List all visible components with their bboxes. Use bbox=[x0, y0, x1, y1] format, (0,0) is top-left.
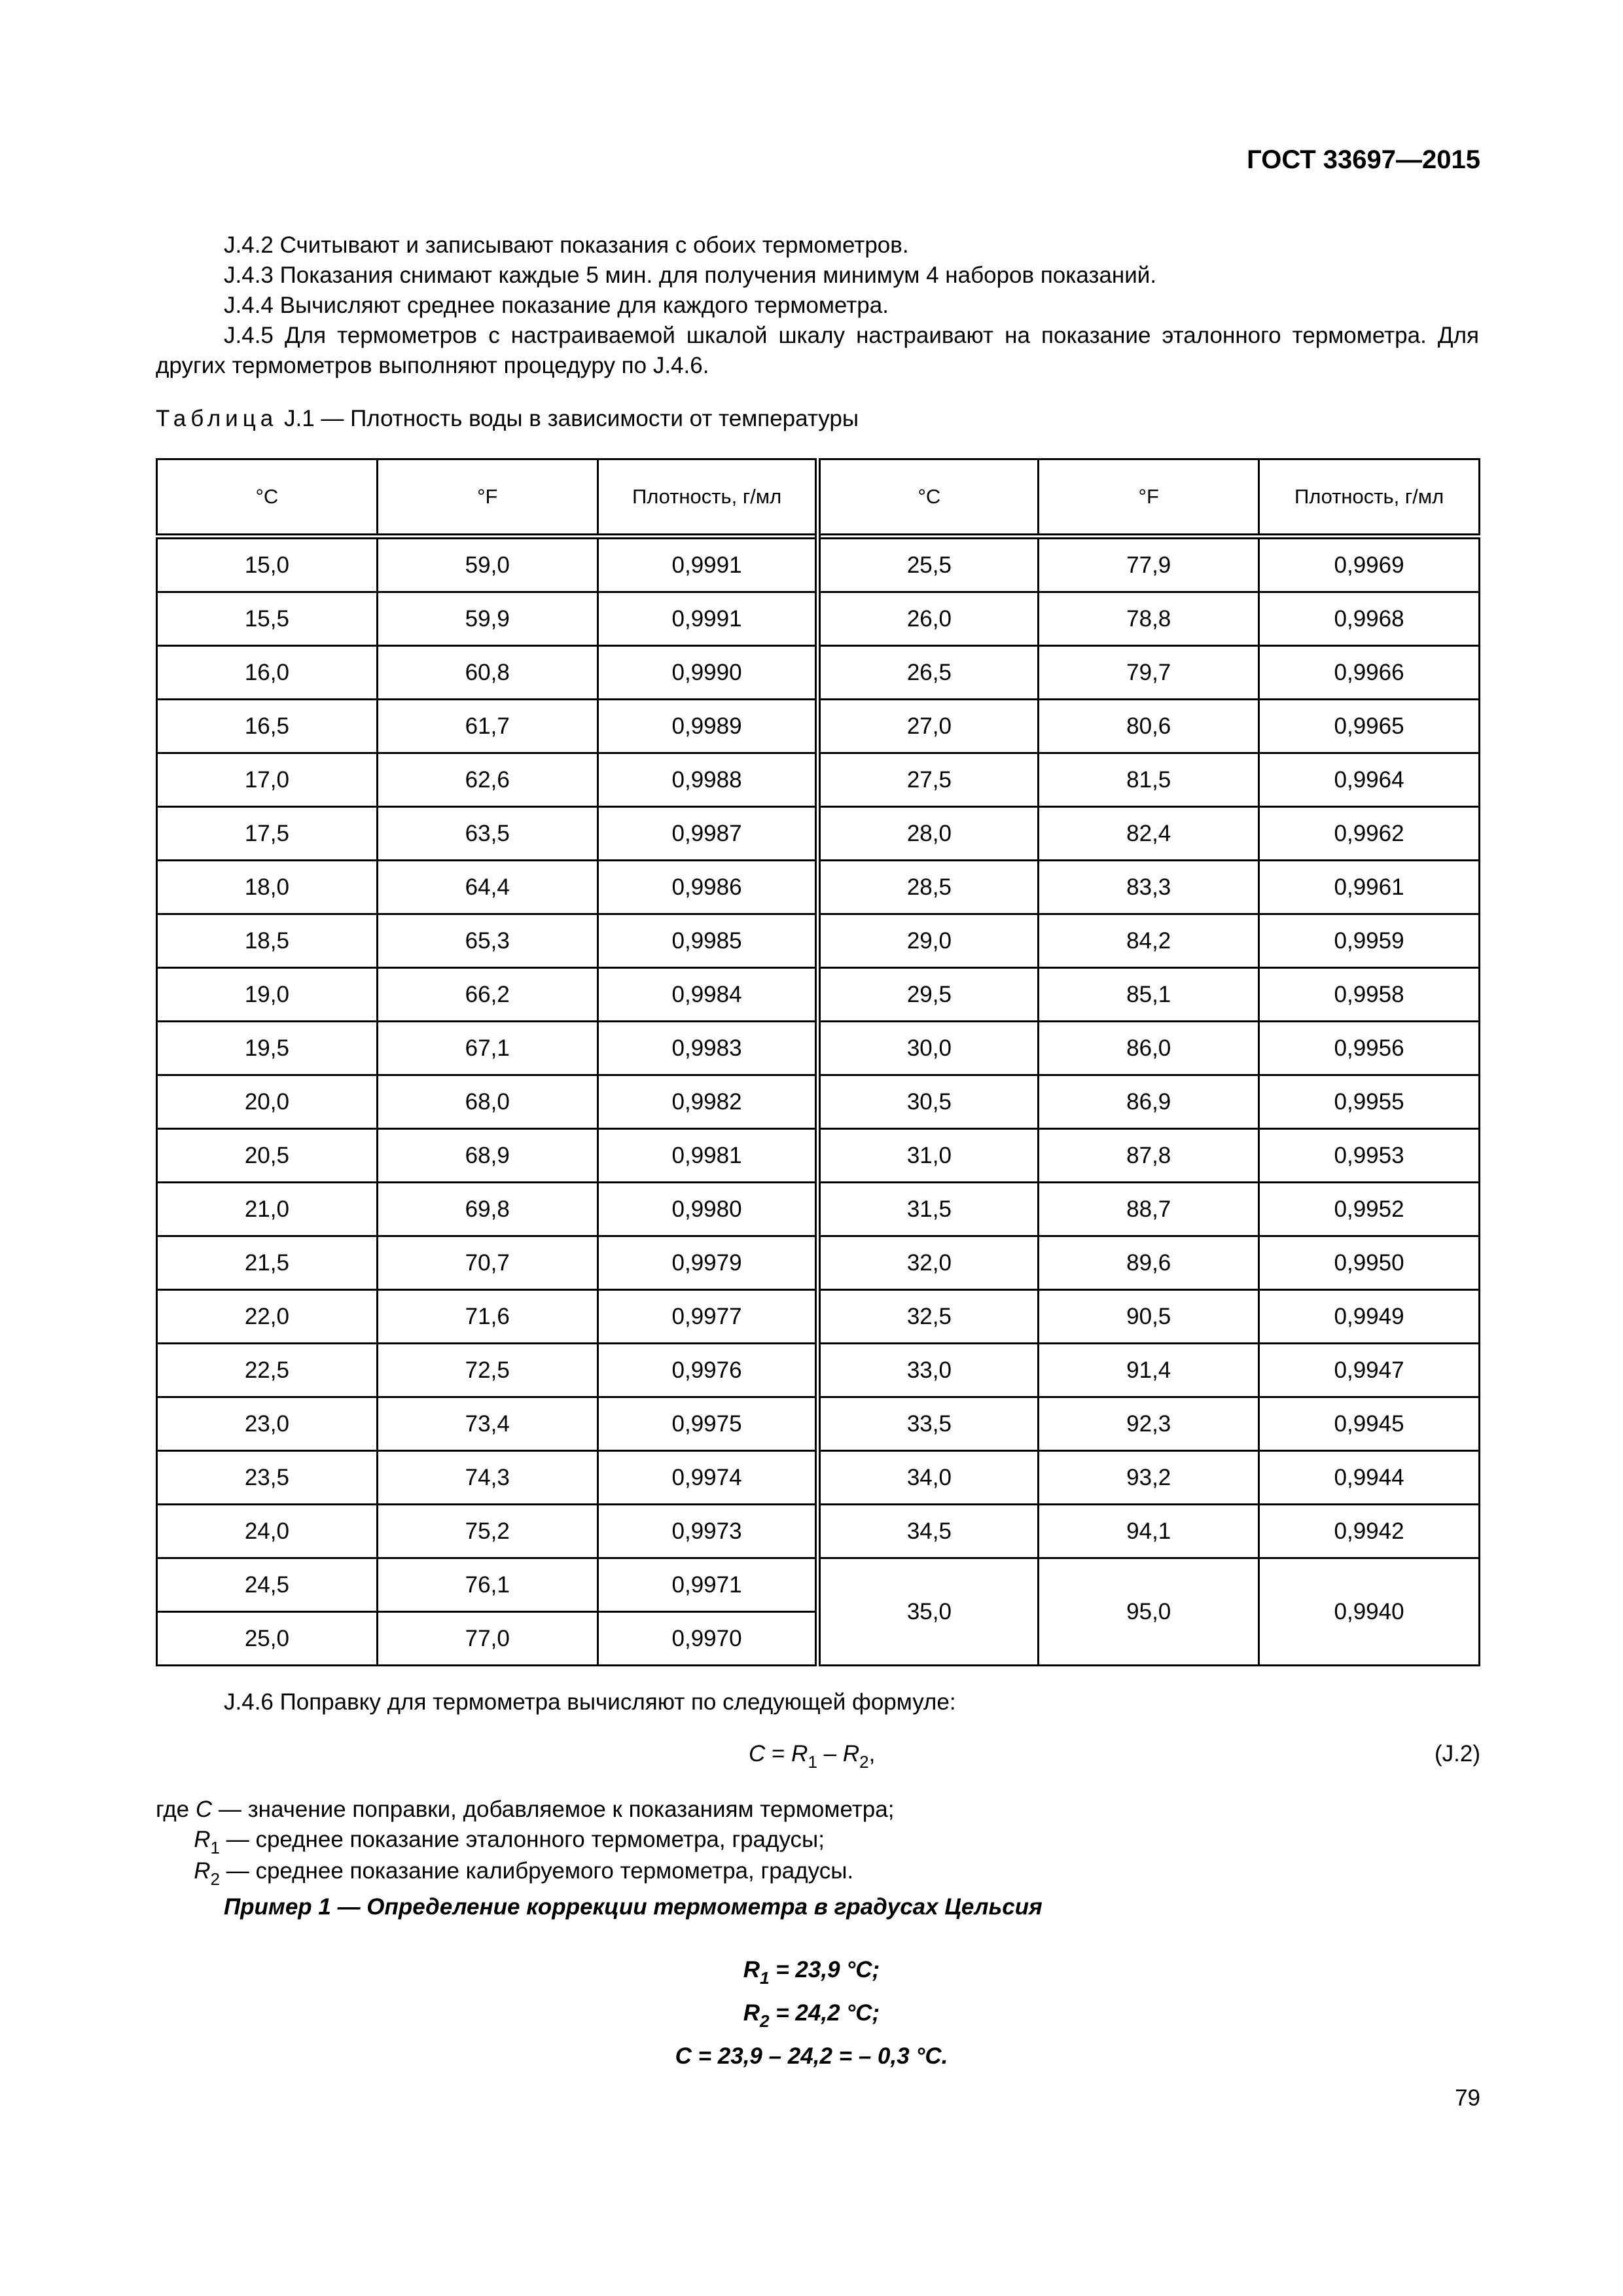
table-cell: 19,0 bbox=[157, 968, 378, 1022]
table-cell: 24,0 bbox=[157, 1505, 378, 1558]
table-cell: 81,5 bbox=[1039, 753, 1259, 807]
table-row bbox=[157, 807, 1480, 861]
table-row bbox=[157, 1075, 1480, 1129]
table-cell: 16,5 bbox=[157, 700, 378, 753]
table-cell: 27,5 bbox=[818, 753, 1039, 807]
table-cell: 88,7 bbox=[1039, 1183, 1259, 1236]
table-cell: 62,6 bbox=[377, 753, 597, 807]
table-row bbox=[157, 592, 1480, 646]
table-cell: 0,9976 bbox=[597, 1344, 818, 1397]
table-cell: 0,9991 bbox=[597, 592, 818, 646]
table-cell: 25,0 bbox=[157, 1612, 378, 1666]
table-cell: 0,9969 bbox=[1259, 537, 1480, 592]
table-cell: 20,5 bbox=[157, 1129, 378, 1183]
table-cell: 0,9962 bbox=[1259, 807, 1480, 861]
table-cell: 18,0 bbox=[157, 861, 378, 914]
table-row bbox=[157, 700, 1480, 753]
table-cell: 32,5 bbox=[818, 1290, 1039, 1344]
table-cell: 80,6 bbox=[1039, 700, 1259, 753]
table-cell: 25,5 bbox=[818, 537, 1039, 592]
table-cell: 29,0 bbox=[818, 914, 1039, 968]
table-cell: 0,9961 bbox=[1259, 861, 1480, 914]
table-cell: 31,0 bbox=[818, 1129, 1039, 1183]
table-row bbox=[157, 1451, 1480, 1505]
table-cell: 86,9 bbox=[1039, 1075, 1259, 1129]
table-cell: 35,0 bbox=[818, 1558, 1039, 1666]
table-cell: 89,6 bbox=[1039, 1236, 1259, 1290]
example-c: C = 23,9 – 24,2 = – 0,3 °C. bbox=[675, 2043, 948, 2069]
table-cell: 34,0 bbox=[818, 1451, 1039, 1505]
table-cell: 26,0 bbox=[818, 592, 1039, 646]
table-cell: 33,5 bbox=[818, 1397, 1039, 1451]
table-cell: 0,9958 bbox=[1259, 968, 1480, 1022]
table-cell: 0,9989 bbox=[597, 700, 818, 753]
table-cell: 78,8 bbox=[1039, 592, 1259, 646]
table-row bbox=[157, 1290, 1480, 1344]
table-row bbox=[157, 968, 1480, 1022]
header-density-right: Плотность, г/мл bbox=[1259, 459, 1480, 537]
table-cell: 73,4 bbox=[377, 1397, 597, 1451]
table-cell: 91,4 bbox=[1039, 1344, 1259, 1397]
header-fahrenheit-left: °F bbox=[377, 459, 597, 537]
header-density-left: Плотность, г/мл bbox=[597, 459, 818, 537]
table-cell: 64,4 bbox=[377, 861, 597, 914]
table-cell: 60,8 bbox=[377, 646, 597, 700]
where-r1: $R_1$ — среднее показание эталонного термометра, градусы; bbox=[194, 1827, 825, 1857]
where-c: где C — значение поправки, добавляемое к показаниям термометра; bbox=[156, 1797, 895, 1822]
water-density-table bbox=[156, 458, 1480, 1666]
table-row bbox=[157, 1183, 1480, 1236]
table-cell: 77,0 bbox=[377, 1612, 597, 1666]
table-cell: 0,9977 bbox=[597, 1290, 818, 1344]
table-row bbox=[157, 1129, 1480, 1183]
table-cell: 82,4 bbox=[1039, 807, 1259, 861]
example-r1: $R_1 = 23,9$ °C; bbox=[743, 1957, 880, 1988]
table-cell: 19,5 bbox=[157, 1022, 378, 1075]
table-row bbox=[157, 1344, 1480, 1397]
table-cell: 0,9986 bbox=[597, 861, 818, 914]
table-cell: 85,1 bbox=[1039, 968, 1259, 1022]
table-cell: 76,1 bbox=[377, 1558, 597, 1612]
table-row bbox=[157, 753, 1480, 807]
table-row bbox=[157, 861, 1480, 914]
table-cell: 59,9 bbox=[377, 592, 597, 646]
table-cell: 70,7 bbox=[377, 1236, 597, 1290]
paragraph-j45: J.4.5 Для термометров с настраиваемой шкалой шкалу настраивают на показание эталонного термометра. Для других термометров выполняют процедуру по J.4.6. bbox=[156, 323, 1479, 378]
header-celsius-left: °C bbox=[157, 459, 378, 537]
table-row bbox=[157, 914, 1480, 968]
table-caption-text: J.1 — Плотность воды в зависимости от температуры bbox=[283, 406, 859, 431]
table-cell: 74,3 bbox=[377, 1451, 597, 1505]
table-cell: 16,0 bbox=[157, 646, 378, 700]
table-cell: 17,5 bbox=[157, 807, 378, 861]
table-cell: 0,9959 bbox=[1259, 914, 1480, 968]
table-cell: 0,9988 bbox=[597, 753, 818, 807]
table-cell: 0,9944 bbox=[1259, 1451, 1480, 1505]
table-cell: 23,5 bbox=[157, 1451, 378, 1505]
table-cell: 23,0 bbox=[157, 1397, 378, 1451]
table-cell: 20,0 bbox=[157, 1075, 378, 1129]
table-cell: 61,7 bbox=[377, 700, 597, 753]
table-cell: 0,9947 bbox=[1259, 1344, 1480, 1397]
table-cell: 0,9973 bbox=[597, 1505, 818, 1558]
table-cell: 0,9991 bbox=[597, 537, 818, 592]
formula-j2 bbox=[0, 1741, 1623, 1774]
table-cell: 15,5 bbox=[157, 592, 378, 646]
table-cell: 77,9 bbox=[1039, 537, 1259, 592]
table-cell: 0,9964 bbox=[1259, 753, 1480, 807]
table-cell: 28,5 bbox=[818, 861, 1039, 914]
table-cell: 0,9979 bbox=[597, 1236, 818, 1290]
table-cell: 24,5 bbox=[157, 1558, 378, 1612]
table-cell: 28,0 bbox=[818, 807, 1039, 861]
table-cell: 90,5 bbox=[1039, 1290, 1259, 1344]
table-cell: 75,2 bbox=[377, 1505, 597, 1558]
example-title: Пример 1 — Определение коррекции термометра в градусах Цельсия bbox=[224, 1894, 1043, 1920]
table-cell: 0,9985 bbox=[597, 914, 818, 968]
table-cell: 22,0 bbox=[157, 1290, 378, 1344]
table-cell: 21,5 bbox=[157, 1236, 378, 1290]
paragraph-j44: J.4.4 Вычисляют среднее показание для каждого термометра. bbox=[224, 293, 889, 318]
paragraph-j42: J.4.2 Считывают и записывают показания с обоих термометров. bbox=[224, 232, 909, 258]
table-row bbox=[157, 646, 1480, 700]
table-cell: 68,9 bbox=[377, 1129, 597, 1183]
table-cell: 83,3 bbox=[1039, 861, 1259, 914]
table-cell: 0,9974 bbox=[597, 1451, 818, 1505]
table-cell: 0,9980 bbox=[597, 1183, 818, 1236]
table-cell: 0,9990 bbox=[597, 646, 818, 700]
table-cell: 21,0 bbox=[157, 1183, 378, 1236]
table-row bbox=[157, 537, 1480, 592]
table-cell: 0,9952 bbox=[1259, 1183, 1480, 1236]
table-row bbox=[157, 1236, 1480, 1290]
table-cell: 31,5 bbox=[818, 1183, 1039, 1236]
table-cell: 0,9950 bbox=[1259, 1236, 1480, 1290]
header-fahrenheit-right: °F bbox=[1039, 459, 1259, 537]
table-caption-label: Таблица bbox=[156, 406, 278, 431]
table-cell: 27,0 bbox=[818, 700, 1039, 753]
table-cell: 30,0 bbox=[818, 1022, 1039, 1075]
table-cell: 0,9970 bbox=[597, 1612, 818, 1666]
table-cell: 59,0 bbox=[377, 537, 597, 592]
table-cell: 72,5 bbox=[377, 1344, 597, 1397]
table-cell: 84,2 bbox=[1039, 914, 1259, 968]
paragraph-j46: J.4.6 Поправку для термометра вычисляют по следующей формуле: bbox=[224, 1689, 956, 1715]
where-block bbox=[156, 1795, 894, 1888]
table-cell: 93,2 bbox=[1039, 1451, 1259, 1505]
table-cell: 71,6 bbox=[377, 1290, 597, 1344]
table-cell: 22,5 bbox=[157, 1344, 378, 1397]
table-cell: 0,9940 bbox=[1259, 1558, 1480, 1666]
table-cell: 0,9949 bbox=[1259, 1290, 1480, 1344]
formula-expression: $C = R_1 - R_2$, bbox=[749, 1741, 876, 1772]
table-header-row bbox=[157, 459, 1480, 537]
table-cell: 87,8 bbox=[1039, 1129, 1259, 1183]
table-cell: 0,9968 bbox=[1259, 592, 1480, 646]
table-cell: 0,9953 bbox=[1259, 1129, 1480, 1183]
standard-header: ГОСТ 33697—2015 bbox=[1247, 145, 1480, 174]
table-cell: 33,0 bbox=[818, 1344, 1039, 1397]
table-cell: 0,9956 bbox=[1259, 1022, 1480, 1075]
table-cell: 66,2 bbox=[377, 968, 597, 1022]
table-cell: 65,3 bbox=[377, 914, 597, 968]
table-cell: 0,9975 bbox=[597, 1397, 818, 1451]
where-r2: $R_2$ — среднее показание калибруемого термометра, градусы. bbox=[194, 1858, 854, 1889]
table-cell: 67,1 bbox=[377, 1022, 597, 1075]
table-cell: 0,9982 bbox=[597, 1075, 818, 1129]
table-cell: 0,9981 bbox=[597, 1129, 818, 1183]
table-row bbox=[157, 1022, 1480, 1075]
header-celsius-right: °C bbox=[818, 459, 1039, 537]
formula-number: (J.2) bbox=[1435, 1741, 1480, 1767]
table-cell: 0,9987 bbox=[597, 807, 818, 861]
table-cell: 68,0 bbox=[377, 1075, 597, 1129]
table-cell: 0,9965 bbox=[1259, 700, 1480, 753]
table-cell: 0,9955 bbox=[1259, 1075, 1480, 1129]
table-cell: 32,0 bbox=[818, 1236, 1039, 1290]
table-cell: 94,1 bbox=[1039, 1505, 1259, 1558]
table-cell: 17,0 bbox=[157, 753, 378, 807]
table-cell: 79,7 bbox=[1039, 646, 1259, 700]
table-cell: 86,0 bbox=[1039, 1022, 1259, 1075]
paragraph-j43: J.4.3 Показания снимают каждые 5 мин. для получения минимум 4 наборов показаний. bbox=[224, 262, 1157, 288]
table-cell: 92,3 bbox=[1039, 1397, 1259, 1451]
table-row bbox=[157, 1397, 1480, 1451]
table-cell: 0,9971 bbox=[597, 1558, 818, 1612]
table-cell: 18,5 bbox=[157, 914, 378, 968]
example-r2: $R_2 = 24,2$ °C; bbox=[743, 2000, 880, 2031]
table-cell: 0,9966 bbox=[1259, 646, 1480, 700]
table-cell: 0,9945 bbox=[1259, 1397, 1480, 1451]
table-cell: 95,0 bbox=[1039, 1558, 1259, 1666]
table-cell: 30,5 bbox=[818, 1075, 1039, 1129]
table-caption bbox=[156, 406, 859, 432]
table-cell: 15,0 bbox=[157, 537, 378, 592]
page-number: 79 bbox=[1455, 2085, 1480, 2111]
table-cell: 0,9942 bbox=[1259, 1505, 1480, 1558]
table-cell: 0,9984 bbox=[597, 968, 818, 1022]
table-cell: 29,5 bbox=[818, 968, 1039, 1022]
table-cell: 26,5 bbox=[818, 646, 1039, 700]
table-row bbox=[157, 1505, 1480, 1558]
table-cell: 63,5 bbox=[377, 807, 597, 861]
table-row bbox=[157, 1558, 1480, 1612]
table-cell: 0,9983 bbox=[597, 1022, 818, 1075]
table-cell: 34,5 bbox=[818, 1505, 1039, 1558]
table-cell: 69,8 bbox=[377, 1183, 597, 1236]
